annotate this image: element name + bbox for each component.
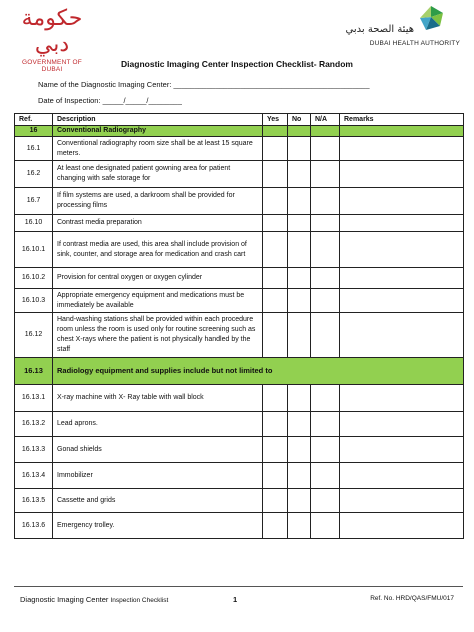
row-description: At least one designated patient gowning area for patient changing with safe storage for <box>53 161 263 188</box>
na-cell[interactable] <box>311 232 340 268</box>
footer-doc-title: Diagnostic Imaging Center <box>20 595 109 604</box>
na-cell[interactable] <box>311 289 340 313</box>
yes-cell[interactable] <box>263 137 288 161</box>
row-ref: 16.10 <box>15 215 53 232</box>
remarks-cell[interactable] <box>340 385 464 412</box>
na-cell[interactable] <box>311 437 340 463</box>
row-ref: 16.10.3 <box>15 289 53 313</box>
document-title: Diagnostic Imaging Center Inspection Checklist- Random <box>121 59 353 69</box>
table-row <box>15 289 464 313</box>
header-no: No <box>288 114 311 126</box>
remarks-cell[interactable] <box>340 437 464 463</box>
na-cell[interactable] <box>311 385 340 412</box>
no-cell[interactable] <box>288 161 311 188</box>
yes-cell[interactable] <box>263 268 288 289</box>
no-cell[interactable] <box>288 232 311 268</box>
no-cell[interactable] <box>288 188 311 215</box>
yes-cell[interactable] <box>263 188 288 215</box>
row-description: Appropriate emergency equipment and medications must be immediately be available <box>53 289 263 313</box>
no-cell[interactable] <box>288 268 311 289</box>
row-ref: 16.7 <box>15 188 53 215</box>
row-ref: 16.13.4 <box>15 463 53 489</box>
table-header-row <box>15 114 464 126</box>
header-remarks: Remarks <box>340 114 464 126</box>
table-row <box>15 412 464 437</box>
row-ref: 16.12 <box>15 313 53 358</box>
row-ref: 16.10.1 <box>15 232 53 268</box>
row-ref: 16.10.2 <box>15 268 53 289</box>
na-cell[interactable] <box>311 161 340 188</box>
row-description: Cassette and grids <box>53 489 263 513</box>
na-cell[interactable] <box>311 412 340 437</box>
row-description: If contrast media are used, this area shall include provision of sink, counter, and storage area for medication and crash cart <box>53 232 263 268</box>
na-cell <box>311 126 340 137</box>
dha-emblem-icon <box>416 4 446 34</box>
footer-divider <box>14 586 463 587</box>
inspection-checklist-table <box>14 113 464 539</box>
row-ref: 16.13.2 <box>15 412 53 437</box>
remarks-cell[interactable] <box>340 489 464 513</box>
row-ref: 16.2 <box>15 161 53 188</box>
row-ref: 16.13.1 <box>15 385 53 412</box>
yes-cell[interactable] <box>263 412 288 437</box>
table-row <box>15 385 464 412</box>
table-row <box>15 215 464 232</box>
yes-cell[interactable] <box>263 437 288 463</box>
na-cell[interactable] <box>311 513 340 539</box>
table-row <box>15 232 464 268</box>
yes-cell[interactable] <box>263 385 288 412</box>
footer-doc-subtitle: Inspection Checklist <box>110 597 169 604</box>
no-cell[interactable] <box>288 137 311 161</box>
remarks-cell[interactable] <box>340 268 464 289</box>
remarks-cell[interactable] <box>340 513 464 539</box>
yes-cell[interactable] <box>263 289 288 313</box>
yes-cell[interactable] <box>263 232 288 268</box>
remarks-cell[interactable] <box>340 188 464 215</box>
na-cell[interactable] <box>311 188 340 215</box>
table-row <box>15 489 464 513</box>
remarks-cell[interactable] <box>340 161 464 188</box>
no-cell <box>288 126 311 137</box>
row-ref: 16.13.3 <box>15 437 53 463</box>
table-row <box>15 437 464 463</box>
remarks-cell[interactable] <box>340 412 464 437</box>
row-ref: 16.13.5 <box>15 489 53 513</box>
table-row <box>15 137 464 161</box>
dha-english-text: DUBAI HEALTH AUTHORITY <box>369 40 460 47</box>
header-description: Description <box>53 114 263 126</box>
yes-cell[interactable] <box>263 463 288 489</box>
remarks-cell[interactable] <box>340 137 464 161</box>
remarks-cell[interactable] <box>340 289 464 313</box>
no-cell[interactable] <box>288 412 311 437</box>
row-description: Conventional Radiography <box>53 126 263 137</box>
row-ref: 16.1 <box>15 137 53 161</box>
row-description: If film systems are used, a darkroom shall be provided for processing films <box>53 188 263 215</box>
row-description: Gonad shields <box>53 437 263 463</box>
center-name-field[interactable]: Name of the Diagnostic Imaging Center: _______________________________________________ <box>38 80 370 89</box>
row-description: Immobilizer <box>53 463 263 489</box>
page-number: 1 <box>233 595 238 604</box>
row-description: Lead aprons. <box>53 412 263 437</box>
yes-cell <box>263 126 288 137</box>
checklist-body <box>15 126 464 539</box>
header-ref: Ref. <box>15 114 53 126</box>
yes-cell[interactable] <box>263 513 288 539</box>
row-ref: 16 <box>15 126 53 137</box>
row-ref: 16.13.6 <box>15 513 53 539</box>
row-ref: 16.13 <box>15 358 53 385</box>
row-description: Contrast media preparation <box>53 215 263 232</box>
header-na: N/A <box>311 114 340 126</box>
no-cell[interactable] <box>288 437 311 463</box>
na-cell[interactable] <box>311 137 340 161</box>
reference-number: Ref. No. HRD/QAS/FMU/017 <box>370 595 454 602</box>
no-cell[interactable] <box>288 463 311 489</box>
section-row <box>15 358 464 385</box>
row-description: Provision for central oxygen or oxygen cylinder <box>53 268 263 289</box>
dha-arabic-text: هيئة الصحة بدبي <box>345 24 414 35</box>
no-cell[interactable] <box>288 513 311 539</box>
no-cell[interactable] <box>288 215 311 232</box>
yes-cell[interactable] <box>263 489 288 513</box>
na-cell[interactable] <box>311 489 340 513</box>
no-cell[interactable] <box>288 289 311 313</box>
remarks-cell <box>340 126 464 137</box>
table-row <box>15 513 464 539</box>
remarks-cell[interactable] <box>340 463 464 489</box>
footer-document-name <box>20 595 168 604</box>
remarks-cell[interactable] <box>340 313 464 358</box>
row-description: X-ray machine with X- Ray table with wall block <box>53 385 263 412</box>
remarks-cell[interactable] <box>340 215 464 232</box>
table-row <box>15 188 464 215</box>
na-cell[interactable] <box>311 268 340 289</box>
yes-cell[interactable] <box>263 313 288 358</box>
no-cell[interactable] <box>288 385 311 412</box>
dubai-health-authority-logo <box>340 4 462 52</box>
na-cell[interactable] <box>311 215 340 232</box>
yes-cell[interactable] <box>263 161 288 188</box>
row-description: Hand-washing stations shall be provided within each procedure room unless the room is used only for routine screening such as chest X-rays where the patient is not physically handled by the staff <box>53 313 263 358</box>
table-row <box>15 463 464 489</box>
row-description: Radiology equipment and supplies include but not limited to <box>53 358 464 385</box>
no-cell[interactable] <box>288 313 311 358</box>
row-description: Conventional radiography room size shall be at least 15 square meters. <box>53 137 263 161</box>
logo-english-text: GOVERNMENT OF DUBAI <box>22 59 82 73</box>
government-of-dubai-logo <box>12 6 92 73</box>
table-row <box>15 313 464 358</box>
na-cell[interactable] <box>311 463 340 489</box>
yes-cell[interactable] <box>263 215 288 232</box>
no-cell[interactable] <box>288 489 311 513</box>
inspection-date-field[interactable]: Date of Inspection: _____/_____/________ <box>38 96 182 105</box>
logo-arabic-text: حكومة دبي <box>21 6 83 57</box>
table-row <box>15 268 464 289</box>
remarks-cell[interactable] <box>340 232 464 268</box>
header-yes: Yes <box>263 114 288 126</box>
row-description: Emergency trolley. <box>53 513 263 539</box>
table-row <box>15 161 464 188</box>
na-cell[interactable] <box>311 313 340 358</box>
section-row <box>15 126 464 137</box>
